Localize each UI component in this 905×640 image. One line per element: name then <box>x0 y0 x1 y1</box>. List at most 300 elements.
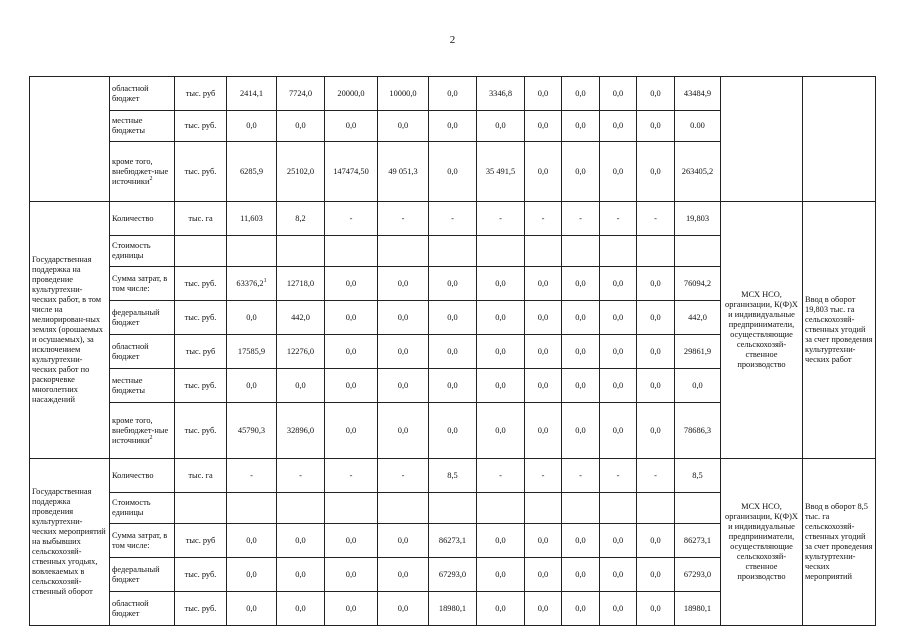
total-cell <box>675 335 721 369</box>
value-text: 63376,2 <box>236 278 264 288</box>
value-cell <box>600 592 637 626</box>
value-text: 0,0 <box>650 535 661 545</box>
value-text: 0,0 <box>397 380 409 390</box>
value-text: - <box>349 213 353 223</box>
value-text: 0,0 <box>537 346 549 356</box>
value-text: 0,0 <box>397 312 409 322</box>
value-cell <box>600 369 637 403</box>
indicator-cell <box>110 142 175 202</box>
value-cell <box>227 459 277 493</box>
value-text: - <box>451 213 454 223</box>
value-cell <box>477 524 525 558</box>
unit-cell: тыс. руб. <box>175 111 227 142</box>
value-cell <box>429 592 477 626</box>
value-cell <box>477 403 525 459</box>
value-text: 3346,8 <box>488 88 513 98</box>
measure-name <box>30 77 110 202</box>
value-cell <box>277 111 325 142</box>
indicator-cell <box>110 236 175 267</box>
value-text: 0,0 <box>447 88 458 98</box>
value-text: 11,603 <box>240 213 263 223</box>
measure-name: Государственная поддержка проведения культуртехни-ческих мероприятий на выбывших сельскохозяй-ственных угодьях, вовлекаемых в сельскохозяй-ственный оборот <box>30 459 110 626</box>
value-text: 0,0 <box>692 380 703 390</box>
value-text: 0,0 <box>575 603 586 613</box>
value-text: 0,0 <box>612 380 624 390</box>
value-cell <box>325 558 378 592</box>
value-text: - <box>499 213 502 223</box>
total-cell <box>675 403 721 459</box>
value-text: 0,0 <box>612 603 624 613</box>
total-cell <box>675 236 721 267</box>
value-cell <box>429 493 477 524</box>
value-text: 0,0 <box>246 535 257 545</box>
value-text: 7724,0 <box>288 88 313 98</box>
value-cell <box>525 369 562 403</box>
total-cell <box>675 524 721 558</box>
value-text: 8,5 <box>447 470 458 480</box>
value-cell <box>637 335 675 369</box>
indicator-cell <box>110 77 175 111</box>
value-text: 78686,3 <box>683 425 712 435</box>
value-text: - <box>654 470 657 480</box>
value-cell <box>429 403 477 459</box>
value-cell <box>562 493 600 524</box>
indicator-label: федеральный бюджет <box>112 564 160 584</box>
value-cell <box>477 369 525 403</box>
indicator-label: кроме того, внебюджет-ные источники <box>112 415 169 445</box>
value-cell <box>325 142 378 202</box>
value-cell <box>525 77 562 111</box>
indicator-cell <box>110 592 175 626</box>
value-text: 0,0 <box>537 88 549 98</box>
value-cell <box>325 236 378 267</box>
value-cell <box>277 335 325 369</box>
value-text: 0,0 <box>575 569 586 579</box>
value-text: - <box>579 213 582 223</box>
value-cell <box>277 142 325 202</box>
value-cell <box>429 267 477 301</box>
value-cell <box>562 335 600 369</box>
value-cell <box>325 335 378 369</box>
value-text: 67293,0 <box>438 569 467 579</box>
value-text: - <box>579 470 582 480</box>
value-cell <box>562 459 600 493</box>
value-cell <box>562 202 600 236</box>
value-cell <box>429 301 477 335</box>
value-text: 0,0 <box>575 278 586 288</box>
value-text: 0,0 <box>246 569 257 579</box>
value-cell <box>525 111 562 142</box>
value-text: 0,0 <box>650 88 661 98</box>
indicator-label: Стоимость единицы <box>112 498 151 517</box>
value-text: 43484,9 <box>683 88 712 98</box>
value-cell <box>562 267 600 301</box>
value-cell <box>600 335 637 369</box>
table-row <box>30 77 876 111</box>
value-text: 18980,1 <box>683 603 712 613</box>
value-text: 0,0 <box>397 346 409 356</box>
value-text: 29861,9 <box>683 346 712 356</box>
indicator-label: областной бюджет <box>112 341 149 361</box>
indicator-cell <box>110 558 175 592</box>
executors-cell <box>721 77 803 202</box>
value-cell <box>378 267 429 301</box>
value-cell <box>325 592 378 626</box>
unit-cell: тыс. руб <box>175 335 227 369</box>
indicator-cell <box>110 111 175 142</box>
value-text: 0,0 <box>650 166 661 176</box>
value-cell <box>525 267 562 301</box>
value-text: - <box>250 470 253 480</box>
value-cell <box>429 335 477 369</box>
indicator-cell <box>110 301 175 335</box>
value-cell <box>477 236 525 267</box>
value-text: 0,0 <box>397 569 409 579</box>
value-text: 0,0 <box>246 603 257 613</box>
total-cell <box>675 111 721 142</box>
value-cell <box>477 493 525 524</box>
value-cell <box>429 202 477 236</box>
total-cell <box>675 77 721 111</box>
value-cell <box>227 335 277 369</box>
unit-cell: тыс. га <box>175 202 227 236</box>
value-cell <box>637 267 675 301</box>
value-text: - <box>499 470 502 480</box>
value-cell <box>637 493 675 524</box>
value-text: 263405,2 <box>681 166 714 176</box>
value-cell <box>378 403 429 459</box>
value-text: 0,0 <box>447 121 458 130</box>
value-text: 0,0 <box>575 121 586 130</box>
value-cell <box>277 202 325 236</box>
indicator-label: Стоимость единицы <box>112 241 151 260</box>
total-cell <box>675 592 721 626</box>
value-text: 0,0 <box>447 425 458 435</box>
value-text: 17585,9 <box>237 346 266 356</box>
value-text: - <box>616 470 620 480</box>
value-text: 0,0 <box>295 535 306 545</box>
footnote-mark: 2 <box>149 434 153 441</box>
total-cell <box>675 202 721 236</box>
unit-cell: тыс. руб. <box>175 403 227 459</box>
value-cell <box>227 403 277 459</box>
value-cell <box>562 236 600 267</box>
value-text: 0,0 <box>575 88 586 98</box>
value-text: 8,2 <box>295 213 306 223</box>
value-cell <box>600 558 637 592</box>
value-text: 0,0 <box>537 603 549 613</box>
value-cell <box>325 493 378 524</box>
value-cell <box>525 592 562 626</box>
value-text: 0,0 <box>650 569 661 579</box>
value-text: 0,0 <box>537 121 549 130</box>
value-text: 45790,3 <box>237 425 266 435</box>
value-cell <box>600 202 637 236</box>
value-text: 0,0 <box>345 569 357 579</box>
value-cell <box>277 592 325 626</box>
value-text: 0,0 <box>495 535 506 545</box>
value-cell <box>600 524 637 558</box>
value-cell <box>562 558 600 592</box>
unit-cell: тыс. руб. <box>175 592 227 626</box>
value-cell <box>637 236 675 267</box>
value-cell <box>325 369 378 403</box>
value-text: 0,0 <box>397 425 409 435</box>
value-text: 0,0 <box>612 88 624 98</box>
indicator-cell <box>110 335 175 369</box>
value-cell <box>429 558 477 592</box>
value-cell <box>227 202 277 236</box>
value-text: 0,0 <box>345 380 357 390</box>
total-cell <box>675 369 721 403</box>
value-cell <box>525 142 562 202</box>
value-text: 8,5 <box>692 470 703 480</box>
unit-cell: тыс. руб <box>175 524 227 558</box>
value-text: - <box>616 213 620 223</box>
value-cell <box>525 524 562 558</box>
value-text: 147474,50 <box>333 166 369 176</box>
value-cell <box>562 142 600 202</box>
value-text: 20000,0 <box>337 88 365 98</box>
total-cell <box>675 459 721 493</box>
value-text: 0,0 <box>495 121 506 130</box>
value-text: 0,0 <box>650 380 661 390</box>
value-text: - <box>541 470 545 480</box>
value-text: 0,0 <box>397 121 409 130</box>
value-text: 0,0 <box>447 312 458 322</box>
value-text: 0,0 <box>537 569 549 579</box>
value-cell <box>637 524 675 558</box>
value-cell <box>477 558 525 592</box>
program-table <box>29 76 876 626</box>
value-cell <box>325 202 378 236</box>
value-text: 12718,0 <box>286 278 315 288</box>
value-cell <box>562 369 600 403</box>
value-cell <box>600 403 637 459</box>
value-text: - <box>299 470 302 480</box>
value-text: 0,0 <box>537 278 549 288</box>
indicator-label: кроме того, внебюджет-ные источники <box>112 156 169 186</box>
value-cell <box>378 202 429 236</box>
value-cell <box>277 267 325 301</box>
value-text: 0,0 <box>575 166 586 176</box>
value-cell <box>562 301 600 335</box>
table-row <box>30 202 876 236</box>
value-text: 0,0 <box>246 380 257 390</box>
value-text: 0,0 <box>612 425 624 435</box>
value-cell <box>277 236 325 267</box>
value-cell <box>378 142 429 202</box>
value-cell <box>325 267 378 301</box>
value-cell <box>325 77 378 111</box>
indicator-label: Количество <box>112 213 154 223</box>
value-cell <box>525 558 562 592</box>
value-text: 0,0 <box>397 278 409 288</box>
value-cell <box>227 301 277 335</box>
value-cell <box>600 267 637 301</box>
value-cell <box>429 236 477 267</box>
value-cell <box>378 369 429 403</box>
value-text: 0,0 <box>575 425 586 435</box>
indicator-cell <box>110 493 175 524</box>
result-cell: Ввод в оборот 19,803 тыс. га сельскохозяй-ственных угодий за счет проведения культуртехни-ческих работ <box>803 202 876 459</box>
executors-cell: МСХ НСО, организации, К(Ф)Х и индивидуальные предприниматели, осуществляющие сельскохозяй-ственное производство <box>721 202 803 459</box>
value-text: 0,0 <box>345 535 357 545</box>
value-text: 0,0 <box>447 278 458 288</box>
value-text: 76094,2 <box>683 278 712 288</box>
result-cell: Ввод в оборот 8,5 тыс. га сельскохозяй-ственных угодий за счет проведения культуртехни-ческих мероприятий <box>803 459 876 626</box>
value-cell <box>562 524 600 558</box>
value-cell <box>525 403 562 459</box>
value-cell <box>227 493 277 524</box>
value-cell <box>637 77 675 111</box>
value-text: 0,0 <box>345 278 357 288</box>
value-cell <box>525 202 562 236</box>
value-text: 0,0 <box>650 121 661 130</box>
value-cell <box>227 369 277 403</box>
value-cell <box>378 558 429 592</box>
value-cell <box>477 77 525 111</box>
unit-cell: тыс. руб. <box>175 267 227 301</box>
value-text: 0,0 <box>345 425 357 435</box>
value-text: 0,0 <box>650 278 661 288</box>
unit-cell: тыс. руб. <box>175 369 227 403</box>
value-cell <box>525 459 562 493</box>
value-cell <box>277 459 325 493</box>
value-cell <box>562 592 600 626</box>
value-text: 35 491,5 <box>485 166 516 176</box>
value-cell <box>477 459 525 493</box>
value-cell <box>378 111 429 142</box>
value-cell <box>600 459 637 493</box>
value-text: 442,0 <box>291 312 310 322</box>
value-text: 442,0 <box>688 312 707 322</box>
value-text: 0,0 <box>612 346 624 356</box>
value-cell <box>227 236 277 267</box>
value-text: 0,0 <box>612 312 624 322</box>
value-cell <box>277 403 325 459</box>
result-cell <box>803 77 876 202</box>
value-cell <box>600 142 637 202</box>
table-row <box>30 459 876 493</box>
value-cell <box>378 592 429 626</box>
value-cell <box>562 77 600 111</box>
value-cell <box>637 111 675 142</box>
value-cell <box>378 77 429 111</box>
value-text: 32896,0 <box>286 425 315 435</box>
value-text: 86273,1 <box>438 535 467 545</box>
value-text: 0,0 <box>650 425 661 435</box>
indicator-cell <box>110 524 175 558</box>
value-text: - <box>541 213 545 223</box>
unit-cell: тыс. га <box>175 459 227 493</box>
unit-cell: тыс. руб <box>175 77 227 111</box>
value-cell <box>477 202 525 236</box>
value-text: - <box>401 470 405 480</box>
value-cell <box>227 558 277 592</box>
value-text: 0,0 <box>345 312 357 322</box>
value-text: 0,0 <box>495 425 506 435</box>
value-text: 0,0 <box>575 312 586 322</box>
value-text: 6285,9 <box>239 166 264 176</box>
value-text: 0,0 <box>575 535 586 545</box>
value-text: - <box>654 213 657 223</box>
total-cell <box>675 301 721 335</box>
value-cell <box>429 459 477 493</box>
value-text: 0,0 <box>447 166 458 176</box>
value-cell <box>325 403 378 459</box>
value-cell <box>637 301 675 335</box>
value-cell <box>325 301 378 335</box>
value-text: 0,0 <box>495 603 506 613</box>
total-cell <box>675 142 721 202</box>
value-text: 0,0 <box>537 312 549 322</box>
value-cell <box>277 524 325 558</box>
value-text: 0,0 <box>650 603 661 613</box>
value-text: 0,0 <box>612 569 624 579</box>
indicator-label: Сумма затрат, в том числе: <box>112 530 168 550</box>
value-cell <box>600 301 637 335</box>
value-cell <box>562 111 600 142</box>
value-cell <box>429 369 477 403</box>
value-text: 0,0 <box>575 346 586 356</box>
value-cell <box>525 493 562 524</box>
value-text: 0,0 <box>495 312 506 322</box>
value-text: 18980,1 <box>438 603 467 613</box>
value-text: 49 051,3 <box>388 166 418 176</box>
value-text: 0,0 <box>650 346 661 356</box>
value-cell <box>637 142 675 202</box>
value-cell <box>600 493 637 524</box>
value-text: 0,0 <box>345 346 357 356</box>
value-cell <box>477 335 525 369</box>
value-text: 25102,0 <box>286 166 315 176</box>
value-cell <box>325 524 378 558</box>
indicator-label: федеральный бюджет <box>112 307 160 327</box>
value-text: 2414,1 <box>239 88 264 98</box>
indicator-label: Сумма затрат, в том числе: <box>112 273 168 293</box>
value-cell <box>637 459 675 493</box>
value-cell <box>562 403 600 459</box>
total-cell <box>675 493 721 524</box>
value-cell <box>378 236 429 267</box>
executors-cell: МСХ НСО, организации, К(Ф)Х и индивидуальные предприниматели, осуществляющие сельскохозяй-ственное производство <box>721 459 803 626</box>
indicator-cell <box>110 403 175 459</box>
value-text: 86273,1 <box>683 535 712 545</box>
value-text: 0,0 <box>495 278 506 288</box>
value-cell <box>227 142 277 202</box>
value-text: 0,0 <box>650 312 661 322</box>
value-cell <box>525 335 562 369</box>
value-text: 0,0 <box>246 121 257 130</box>
value-text: 0,0 <box>246 312 257 322</box>
value-cell <box>477 301 525 335</box>
unit-cell <box>175 236 227 267</box>
value-text: 0,0 <box>495 569 506 579</box>
indicator-label: областной бюджет <box>112 598 149 618</box>
value-cell <box>325 111 378 142</box>
value-cell <box>227 267 277 301</box>
value-text: 0,0 <box>295 569 306 579</box>
value-cell <box>277 77 325 111</box>
total-cell <box>675 558 721 592</box>
value-cell <box>429 524 477 558</box>
value-cell <box>477 592 525 626</box>
value-cell <box>637 558 675 592</box>
value-cell <box>600 111 637 142</box>
unit-cell: тыс. руб. <box>175 142 227 202</box>
value-text: 0,0 <box>537 425 549 435</box>
